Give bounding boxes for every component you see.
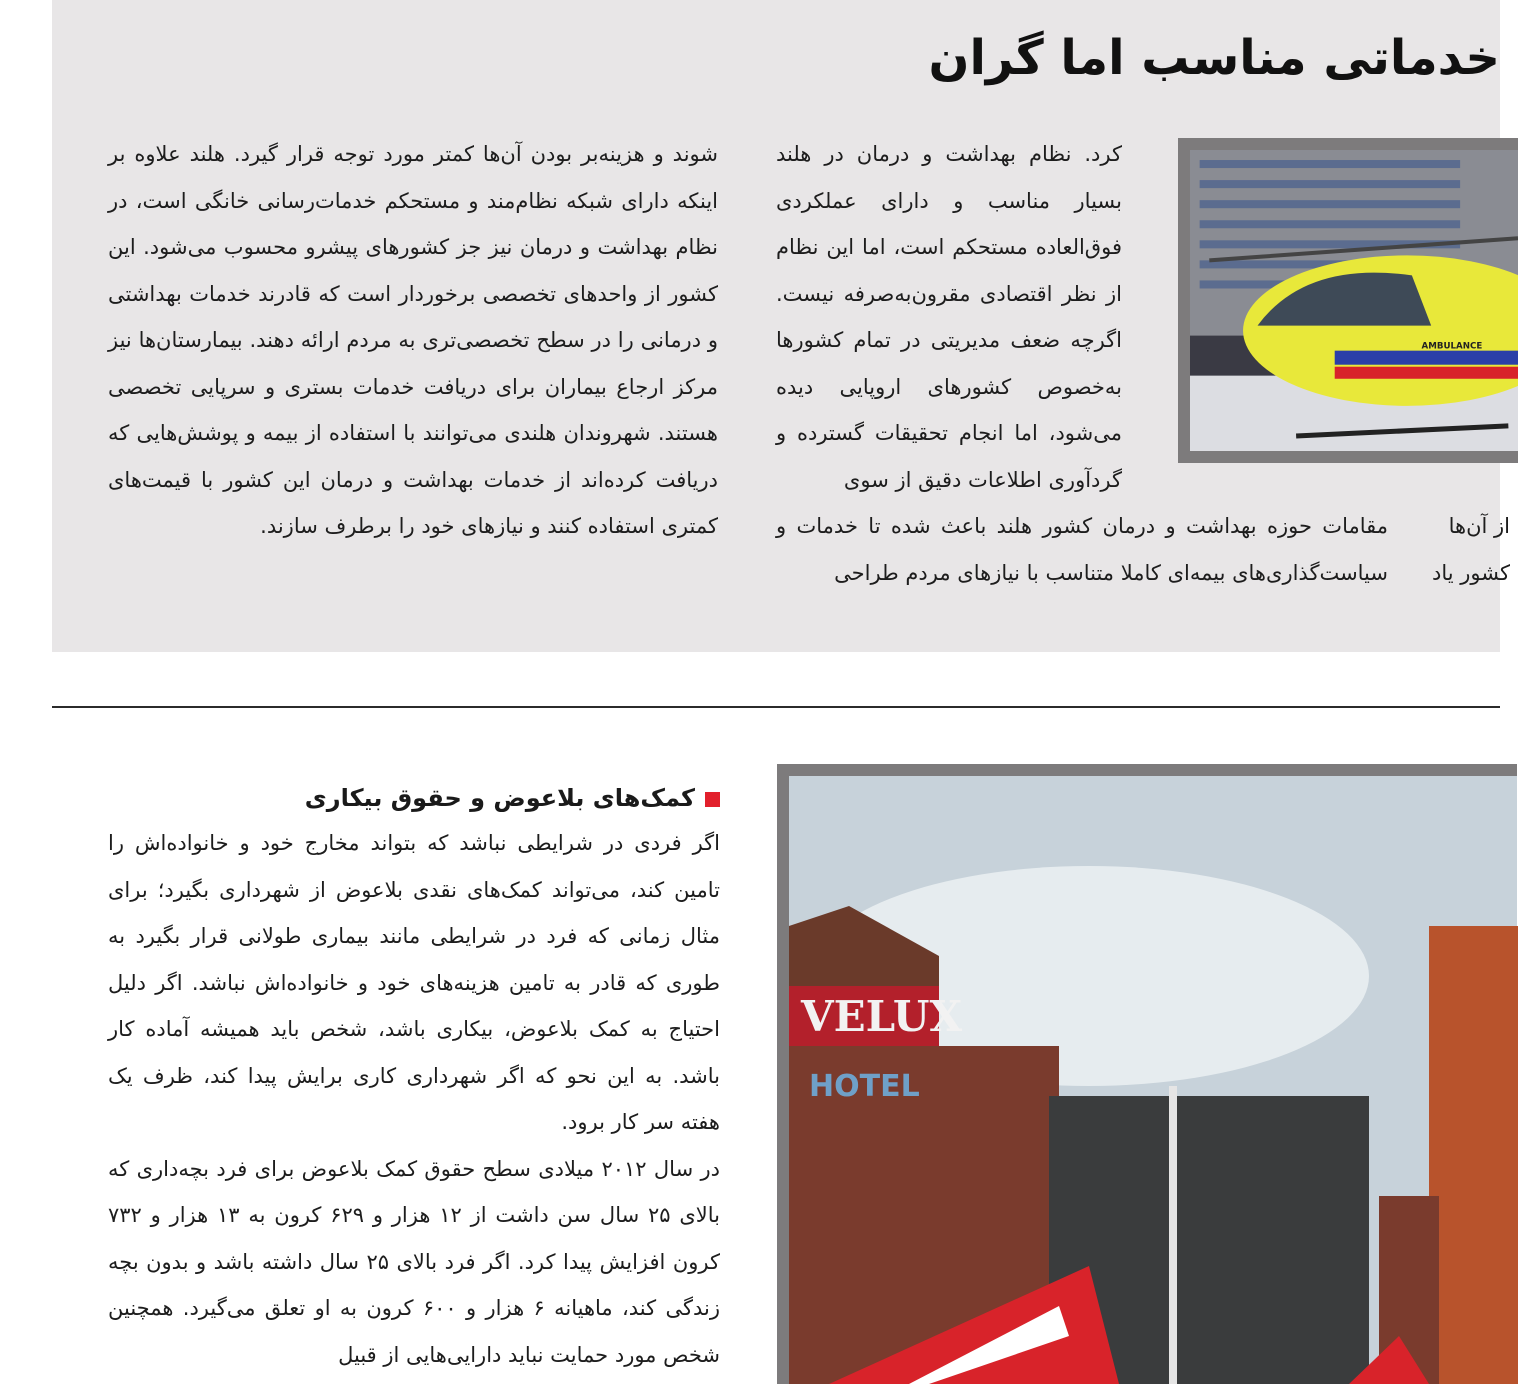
section-subheading [300,776,720,820]
article-column-middle [776,131,1122,503]
city-photo [777,764,1517,1384]
article-lower-column [108,820,720,1378]
city-sign-velux: VELUX [801,992,963,1041]
article-column-left [108,131,718,550]
article-column-right-fragment [1432,503,1510,596]
section-subheading-text: کمک‌های بلاعوض و حقوق بیکاری [304,784,695,812]
article-column-left-text: شوند و هزینه‌بر بودن آن‌ها کمتر مورد توجه قرار گیرد. هلند علاوه بر اینکه دارای شبکه نظام‌مند و مستحکم خدمات‌رسانی خانگی است، در نظام بهداشت و درمان نیز جز کشورهای پیشرو محسوب می‌شود. این کشور از واحدهای تخصصی برخوردار است که قادرند خدمات بهداشتی و درمانی را در سطح تخصصی‌تری به مردم ارائه دهند. بیمارستان‌ها نیز مرکز ارجاع بیماران برای دریافت خدمات بستری و سرپایی تخصصی هستند. شهروندان هلندی می‌توانند با استفاده از بیمه و پوشش‌هایی که دریافت کرده‌اند از خدمات بهداشت و درمان این کشور با قیمت‌های کمتری استفاده کنند و نیازهای خود را برطرف سازند. [108,142,718,538]
article-column-middle-text: کرد. نظام بهداشت و درمان در هلند بسیار مناسب و دارای عملکردی فوق‌العاده مستحکم است، اما این نظام از نظر اقتصادی مقرون‌به‌صرفه نیست. اگرچه ضعف مدیریتی در تمام کشورها به‌خصوص کشورهای اروپایی دیده می‌شود، اما انجام تحقیقات گسترده و گردآوری اطلاعات دقیق از سوی [776,142,1122,492]
article-lower-paragraph-2: در سال ۲۰۱۲ میلادی سطح حقوق کمک بلاعوض برای فرد بچه‌داری که بالای ۲۵ سال سن داشت از ۱۲ هزار و ۶۲۹ کرون به ۱۳ هزار و ۷۳۲ کرون افزایش پیدا کرد. اگر فرد بالای ۲۵ سال داشته باشد و بدون بچه زندگی کند، ماهیانه ۶ هزار و ۶۰۰ کرون به او تعلق می‌گیرد. همچنین شخص مورد حمایت نباید دارایی‌هایی از قبیل [108,1156,720,1367]
helicopter-sign-text: AMBULANCE [1421,341,1483,352]
helicopter-photo [1178,138,1518,463]
article-headline: خدماتی مناسب اما گران [928,30,1500,86]
helicopter-photo-image [1190,150,1518,451]
article-lower-paragraph-1: اگر فردی در شرایطی نباشد که بتواند مخارج خود و خانواده‌اش را تامین کند، می‌تواند کمک‌های نقدی بلاعوض از شهرداری بگیرد؛ برای مثال زمانی که فرد در شرایطی مانند بیماری طولانی قرار بگیرد به طوری که قادر به تامین هزینه‌های خود و خانواده‌اش نباشد. اگر دلیل احتیاج به کمک بلاعوض، بیکاری باشد، شخص باید همیشه آماده کار باشد. به این نحو که اگر شهرداری کاری برایش پیدا کند، ظرف یک هفته سر کار برود. [108,831,720,1134]
article-column-middle-continued-text: مقامات حوزه بهداشت و درمان کشور هلند باعث شده تا خدمات و سیاست‌گذاری‌های بیمه‌ای کاملا متناسب با نیازهای مردم طراحی [776,514,1388,585]
article-column-right-line-1: از آن‌ها [1448,514,1510,538]
city-sign-hotel: HOTEL [809,1069,920,1104]
city-photo-image [789,776,1517,1384]
bullet-square-icon [705,792,720,807]
article-column-right-line-2: کشور یاد [1432,560,1510,585]
article-column-middle-continued [776,503,1388,596]
section-divider [52,706,1500,708]
